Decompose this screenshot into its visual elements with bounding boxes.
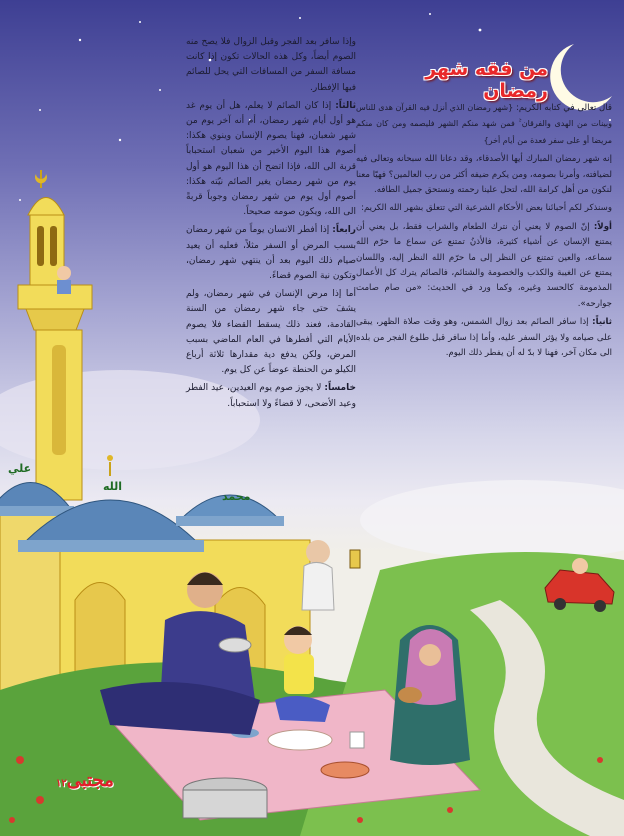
rules-lead: وسنذكر لكم أحبائنا بعض الأحكام الشرعية التي تتعلق بشهر الله الكريم: — [361, 203, 612, 214]
intro-paragraph — [356, 100, 612, 149]
page-title: من فقه شهر رمضان — [425, 58, 548, 102]
rule-label: خامساً: — [324, 383, 356, 394]
rule-label: ثانياً: — [592, 317, 613, 328]
rule-fourth-cont: أما إذا مرض الإنسان في شهر رمضان، ولم يشفَ حتى جاء شهر رمضان من السنة القادمة، فعند ذلك يسقط القضاء فلا يصوم الأيام التي أفطرها في العام الماضي بسبب المرض، ولكن يدفع دية مقدارها ثلاثة أرباع الكيلو من الحنطة عوضاً عن كل يوم. — [186, 289, 356, 376]
rule-label: أولاً: — [593, 221, 612, 232]
mother — [390, 625, 470, 765]
grandfather — [302, 540, 360, 610]
page-number: ١٢ — [56, 778, 67, 789]
dome-label-left: علي — [8, 462, 32, 475]
welcome-paragraph: إنه شهر رمضان المبارك أيها الأصدقاء، وقد دعانا الله سبحانه وتعالى فيه لضيافته، وأمرنا بصومه، ومن يكرم ضيفه أكثر من رب العالمين؟ فهيّا معنا لنكون من أهل كرامة الله، لتحل علينا رحمته ونستحق جميل الطافه. — [356, 154, 612, 196]
rule-text: إذا كان الصائم لا يعلم، هل أن يوم غد هو أول أيام شهر رمضان، أم أنه آخر يوم من شهر شعبان، فهنا يصوم الإنسان وينوي هكذا: أصوم هذا اليوم الأخير من شعبان استحباباً قربة الى الله، فإذا اتضح أن هذا اليوم هو أول يوم من شهر رمضان يغير الصائم نيّته هكذا: أصوم أول يوم من شهر رمضان وجوباً قربةً الى الله، ويكون صومه صحيحاً. — [186, 100, 356, 218]
rule-fifth — [186, 381, 356, 411]
article-column-left — [186, 35, 356, 415]
article-column-right — [356, 100, 612, 365]
quran-verse: {شهر رمضان الذي أنزل فيه القرآن هدى للناس وبينات من الهدى والفرقان ۚ فمن شهد منكم الشهر فليصمه ومن كان منكم مريضا أو على سفر فعدة من أيام أخر} — [356, 103, 612, 145]
rule-fourth — [186, 223, 356, 284]
dome-label-center: الله — [103, 480, 123, 493]
rule-third — [186, 99, 356, 221]
rule-label: ثالثاً: — [335, 100, 356, 111]
rule-second — [356, 315, 612, 361]
rice-plate — [268, 730, 332, 750]
child-on-minaret — [57, 266, 71, 294]
rule-label: رابعاً: — [332, 225, 356, 236]
rule-text: إذا سافر الصائم بعد زوال الشمس، وهو وقت صلاة الظهر، يبقى على صيامه ولا يؤثر السفر عليه، وأما إذا سافر قبل طلوع الفجر من بلده الى مكان آخر، فهنا لا بدّ له أن يفطر ذلك اليوم. — [356, 317, 612, 359]
rule-text: لا يجوز صوم يوم العيدين، عيد الفطر وعيد الأضحى، لا قضاءً ولا استحباباً. — [186, 383, 356, 409]
dome-label-right: محمد — [222, 490, 251, 503]
magazine-name: مجتبى — [66, 770, 114, 791]
rule-text: إنّ الصوم لا يعني أن نترك الطعام والشراب فقط، بل يعني أن يمتنع الإنسان عن أشياء كثيرة، فالأذنُ تمتنع عن سماع ما حرّم الله سماعه، والعين تمتنع عن النظر إلى ما حرّم الله النظر إليه، واللسان يمتنع عن الغيبة والكذب والخصومة والشتائم، فالصائم يترك كل الأعمال المذمومة كالحسد وغيره، وكما ورد في الحديث: «من صام صامت جوارحه». — [356, 221, 612, 309]
intro-lead: قال تعالى في كتابه الكريم: — [513, 103, 612, 113]
rule-second-cont: وإذا سافر بعد الفجر وقبل الزوال فلا يصح منه الصوم أيضاً، وكل هذه الحالات تكون إذا كانت مسافة السفر من المسافات التي يحل للصائم فيها الإفطار. — [186, 37, 356, 93]
rule-first — [356, 220, 612, 312]
magazine-logo — [56, 770, 114, 791]
rule-text: إذا أفطر الانسان يوماً من شهر رمضان بسبب المرض أو السفر مثلاً، فعليه أن يعيد صيام ذلك اليوم بعد أن ينتهي شهر رمضان، وتكون نية الصوم قضاءً. — [186, 225, 356, 282]
